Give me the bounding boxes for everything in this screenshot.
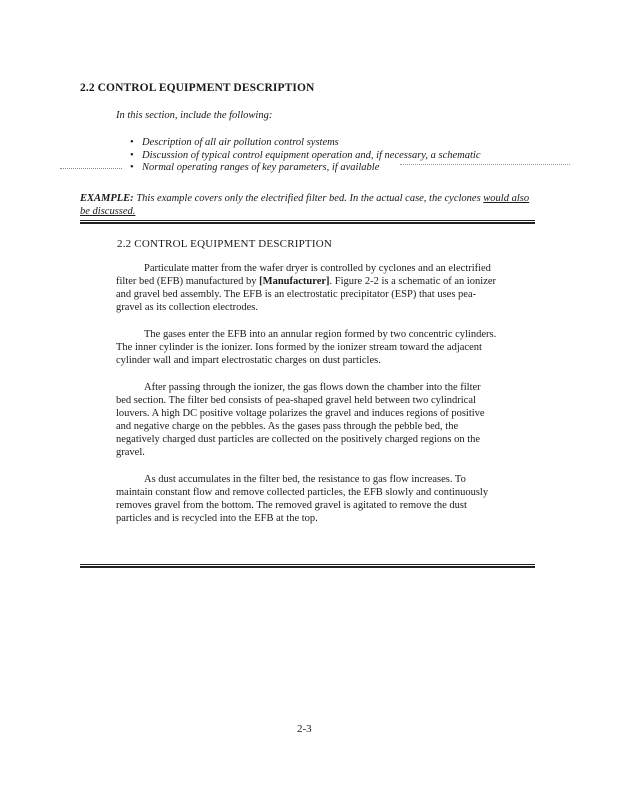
content-heading: 2.2 CONTROL EQUIPMENT DESCRIPTION xyxy=(117,238,332,250)
paragraph-text: Particulate matter from the wafer dryer is controlled by cyclones and an electrified filter bed (EFB) manufactured by xyxy=(116,263,491,287)
example-label: EXAMPLE: xyxy=(80,193,134,204)
example-text-underlined: would also be discussed. xyxy=(80,193,530,217)
section-instructions: In this section, include the following: xyxy=(116,110,273,121)
bullet-item: • Description of all air pollution control systems xyxy=(128,137,480,150)
content-body xyxy=(116,262,498,539)
double-rule-divider-top xyxy=(80,220,535,224)
body-paragraph: As dust accumulates in the filter bed, the resistance to gas flow increases. To maintain constant flow and remove collected particles, the EFB slowly and continuously removes gravel from the bottom. The removed gravel is agitated to remove the dust particles and is recycled into the EFB at the top. xyxy=(116,474,489,524)
paragraph-text: . Figure 2-2 is a schematic of an ionizer and gravel bed assembly. The EFB is an electrostatic precipitator (ESP) that uses pea-gravel as its collection electrodes. xyxy=(116,276,497,313)
bullet-item: • Normal operating ranges of key parameters, if available xyxy=(128,162,480,175)
scan-artifact-dotted-line xyxy=(60,168,122,169)
bullet-item: • Discussion of typical control equipment operation and, if necessary, a schematic xyxy=(128,150,480,163)
page-number: 2-3 xyxy=(297,723,312,735)
instruction-bullet-list xyxy=(128,137,480,175)
body-paragraph: After passing through the ionizer, the gas flows down the chamber into the filter bed section. The filter bed consists of pea-shaped gravel held between two cylindrical louvers. A high DC positive voltage polarizes the gravel and induces regions of positive and negative charge on the pebbles. As the gases pass through the pebble bed, the negatively charged dust particles are collected on the positively charged regions on the gravel. xyxy=(116,382,485,458)
manufacturer-placeholder: [Manufacturer] xyxy=(259,276,330,287)
double-rule-divider-bottom xyxy=(80,564,535,568)
body-paragraph: The gases enter the EFB into an annular region formed by two concentric cylinders. The inner cylinder is the ionizer. Ions formed by the ionizer stream toward the adjacent cylinder wall and impart electrostatic charges on dust particles. xyxy=(116,329,497,366)
body-paragraph xyxy=(116,262,498,314)
example-note xyxy=(80,192,535,218)
example-text: This example covers only the electrified filter bed. In the actual case, the cyclones xyxy=(136,193,484,204)
section-heading: 2.2 CONTROL EQUIPMENT DESCRIPTION xyxy=(80,82,315,94)
scan-artifact-dotted-line xyxy=(400,164,570,165)
